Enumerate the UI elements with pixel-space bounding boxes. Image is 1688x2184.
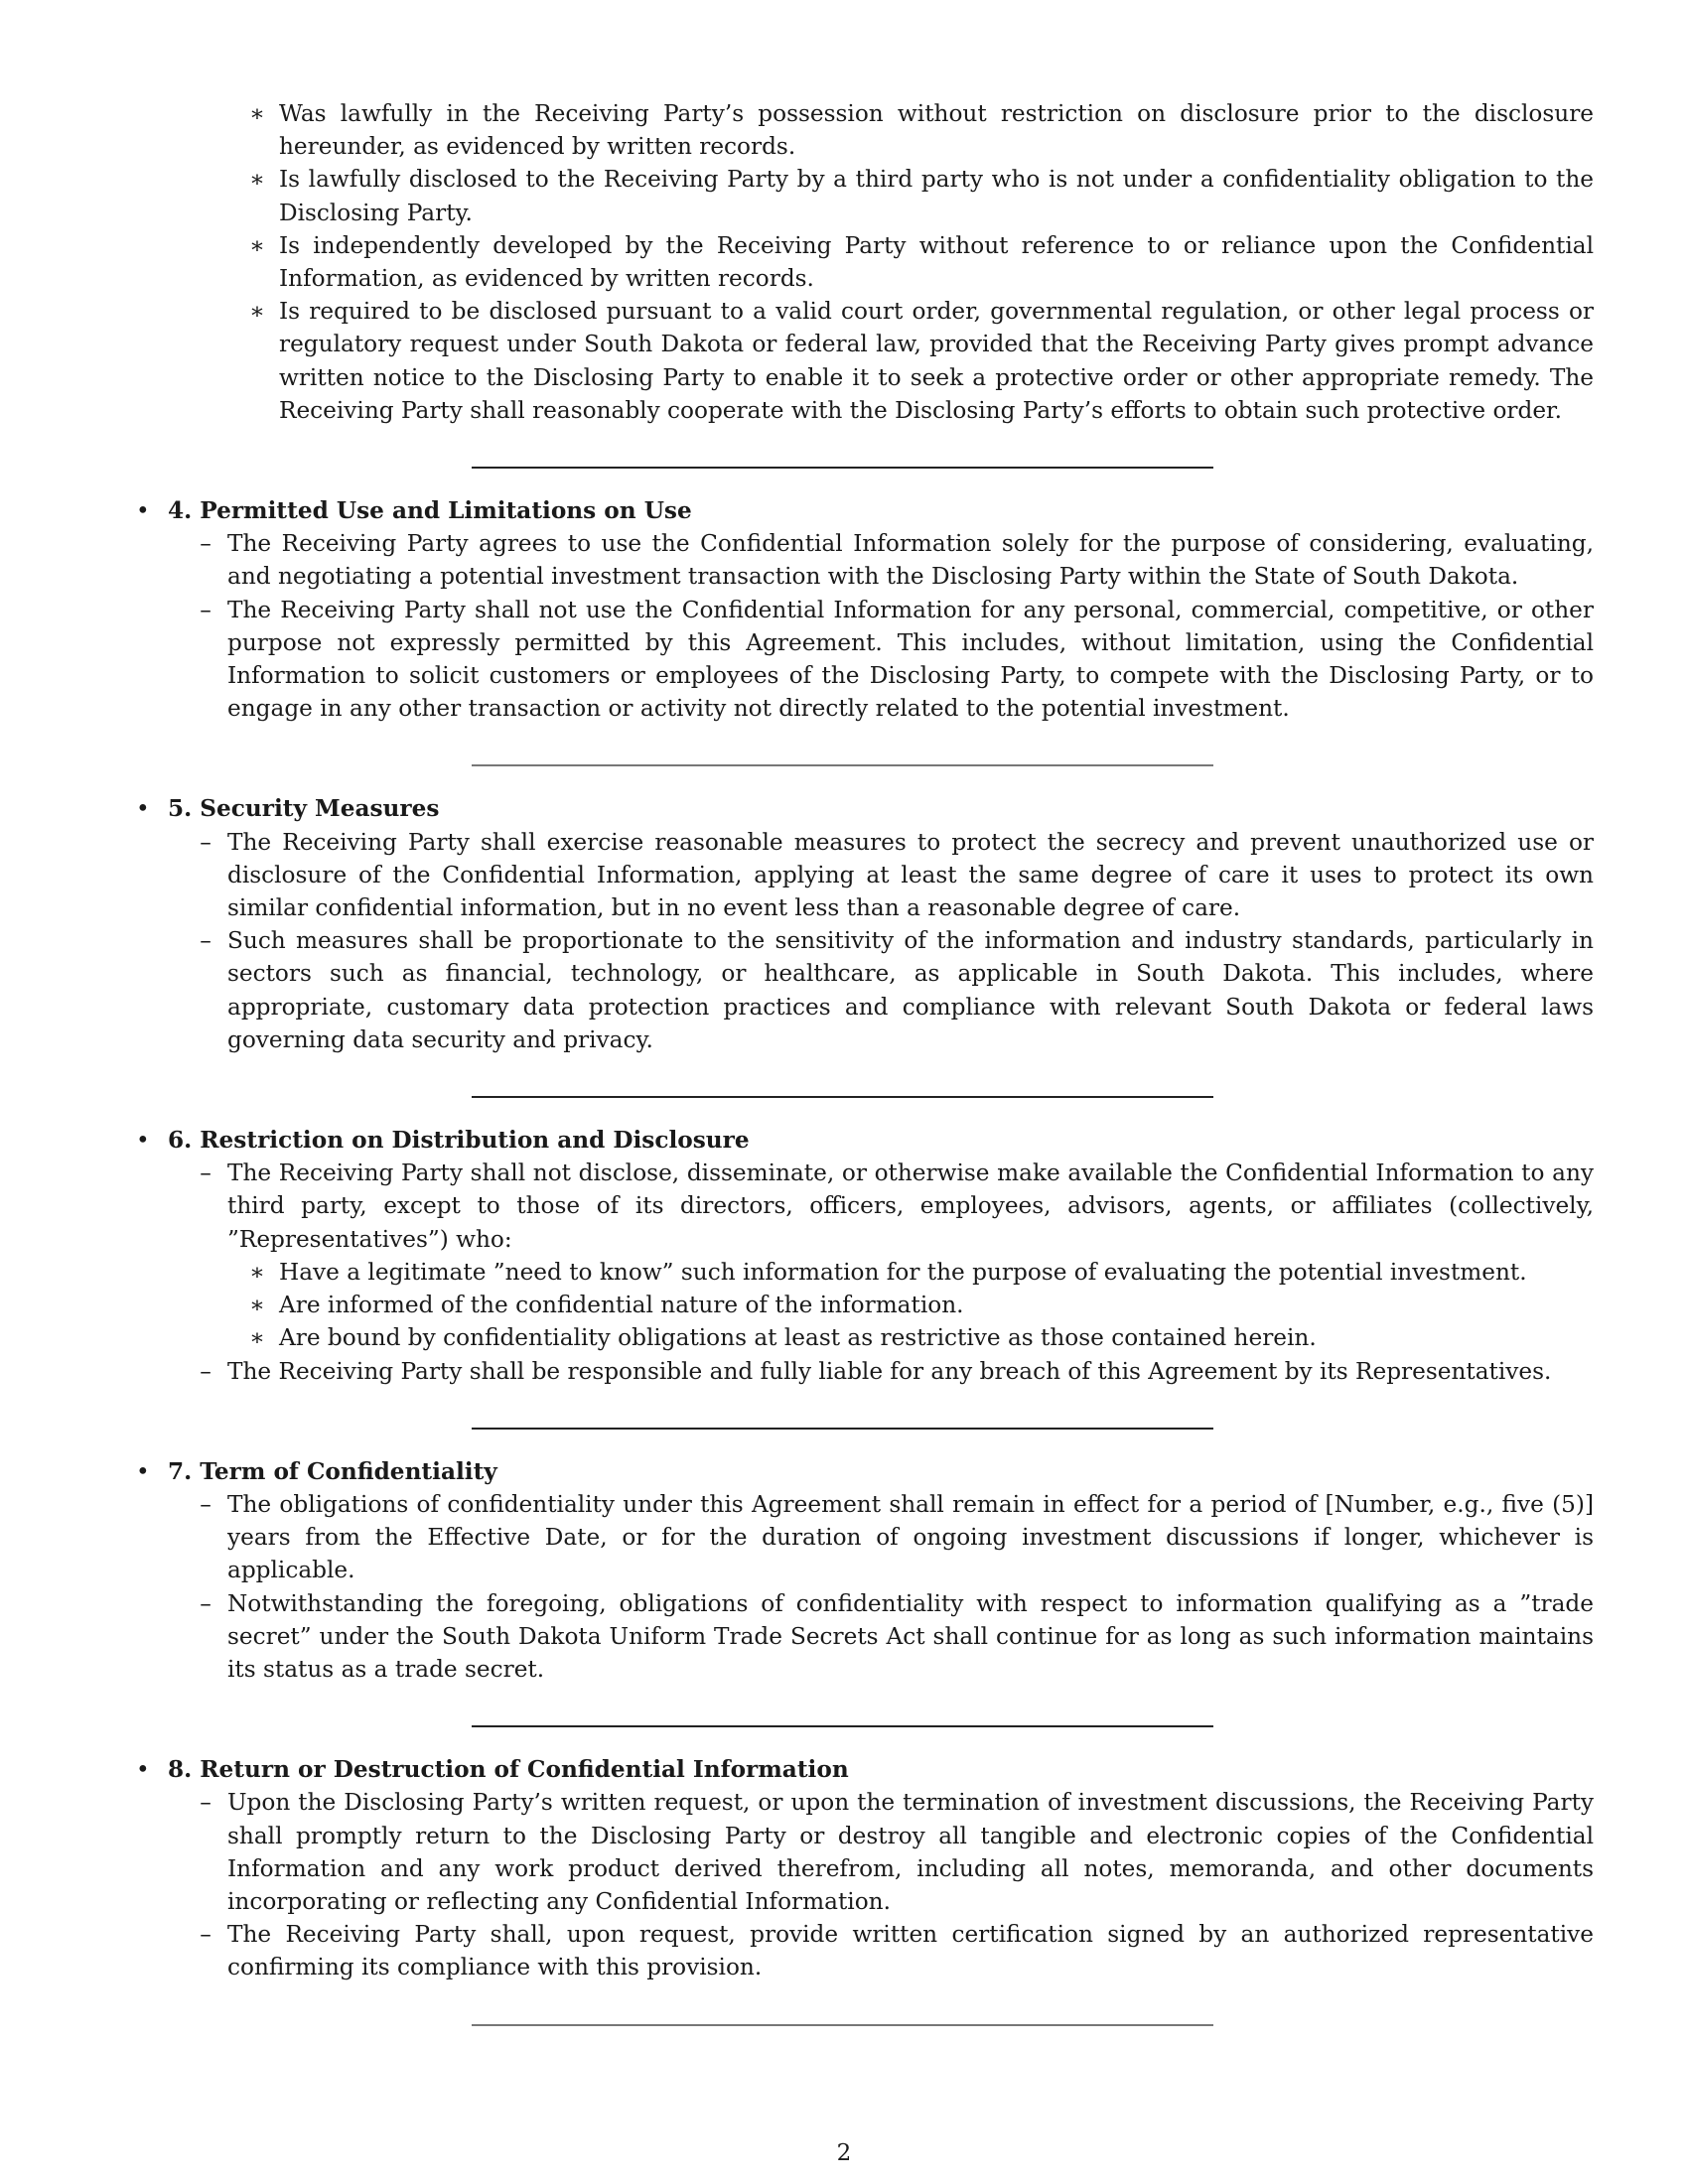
list-item: [134, 1355, 1594, 1388]
dash-bullet-icon: –: [200, 530, 211, 558]
section-items: [134, 527, 1594, 725]
dash-bullet-icon: –: [200, 1490, 211, 1518]
list-item: [134, 527, 1594, 593]
bullet-icon: •: [136, 1127, 150, 1155]
list-item: [134, 826, 1594, 925]
section-title: 8. Return or Destruction of Confidential Information: [168, 1756, 849, 1784]
dash-bullet-icon: –: [200, 1357, 211, 1385]
list-item-text: The Receiving Party shall not use the Confidential Information for any personal, commercial, competitive, or other purpose not expressly permitted by this Agreement. This includes, without limitation, using the Confidential Information to solicit customers or employees of the Disclosing Party, to compete with the Disclosing Party, or to engage in any other transaction or activity not directly related to the potential investment.: [227, 596, 1594, 723]
asterisk-bullet-icon: ∗: [249, 1324, 265, 1352]
section-items: [134, 1355, 1594, 1388]
section-restriction-on-distribution: [134, 1124, 1594, 1388]
dash-bullet-icon: –: [200, 927, 211, 955]
section-items: [134, 826, 1594, 1056]
section-permitted-use: [134, 494, 1594, 725]
section-term-of-confidentiality: [134, 1455, 1594, 1686]
dash-bullet-icon: –: [200, 1160, 211, 1187]
list-item-text: The Receiving Party shall not disclose, disseminate, or otherwise make available the Confidential Information to any third party, except to those of its directors, officers, employees, advisors, agents, or affiliates (collectively, ”Representatives”) who:: [227, 1160, 1594, 1253]
section-heading: [134, 1124, 1594, 1157]
list-item: [134, 163, 1594, 228]
section-divider: [472, 764, 1213, 766]
list-item: [134, 229, 1594, 295]
dash-bullet-icon: –: [200, 1921, 211, 1949]
dash-bullet-icon: –: [200, 596, 211, 623]
list-item-text: The Receiving Party shall be responsible and fully liable for any breach of this Agreement by its Representatives.: [227, 1357, 1552, 1385]
bullet-icon: •: [136, 1756, 150, 1784]
asterisk-bullet-icon: ∗: [249, 1292, 265, 1319]
list-item: [134, 1587, 1594, 1687]
list-item: [134, 1256, 1594, 1289]
section-items: [134, 1488, 1594, 1686]
list-item-text: Upon the Disclosing Party’s written request, or upon the termination of investment discussions, the Receiving Party shall promptly return to the Disclosing Party or destroy all tangible and electronic copies of the Confidential Information and any work product derived therefrom, including all notes, memoranda, and other documents incorporating or reflecting any Confidential Information.: [227, 1789, 1594, 1915]
bullet-icon: •: [136, 1457, 150, 1485]
list-item-text: The Receiving Party agrees to use the Confidential Information solely for the purpose of considering, evaluating, and negotiating a potential investment transaction with the Disclosing Party within the State of South Dakota.: [227, 530, 1594, 591]
section-heading: [134, 1455, 1594, 1488]
list-item: [134, 594, 1594, 726]
list-item: [134, 1488, 1594, 1587]
list-item-text: Are bound by confidentiality obligations at least as restrictive as those contained herein.: [279, 1324, 1317, 1352]
asterisk-bullet-icon: ∗: [249, 298, 265, 326]
section-items: [134, 1157, 1594, 1256]
section-security-measures: [134, 792, 1594, 1056]
dash-bullet-icon: –: [200, 1789, 211, 1817]
list-item-text: The obligations of confidentiality under this Agreement shall remain in effect for a period of [Number, e.g., five (5)] years from the Effective Date, or for the duration of ongoing investment discussions if longer, whichever is applicable.: [227, 1490, 1594, 1584]
list-item-text: The Receiving Party shall, upon request, provide written certification signed by an authorized representative confirming its compliance with this provision.: [227, 1921, 1594, 1981]
page-number: 2: [836, 2140, 852, 2166]
section-title: 4. Permitted Use and Limitations on Use: [168, 497, 692, 525]
section-divider: [472, 1725, 1213, 1727]
list-item: [134, 1918, 1594, 1983]
dash-bullet-icon: –: [200, 828, 211, 856]
list-item: [134, 1321, 1594, 1354]
list-item-text: Is required to be disclosed pursuant to a valid court order, governmental regulation, or other legal process or regulatory request under South Dakota or federal law, provided that the Receiving Party gives prompt advance written notice to the Disclosing Party to enable it to seek a protective order or other appropriate remedy. The Receiving Party shall reasonably cooperate with the Disclosing Party’s efforts to obtain such protective order.: [279, 298, 1594, 424]
bullet-icon: •: [136, 497, 150, 525]
section-divider: [472, 1428, 1213, 1430]
section-return-or-destruction: [134, 1753, 1594, 1983]
asterisk-bullet-icon: ∗: [249, 1258, 265, 1286]
asterisk-bullet-icon: ∗: [249, 166, 265, 194]
asterisk-bullet-icon: ∗: [249, 100, 265, 127]
section-divider: [472, 467, 1213, 469]
representatives-criteria-list: [134, 1256, 1594, 1355]
section-title: 6. Restriction on Distribution and Disclosure: [168, 1127, 750, 1155]
list-item: [134, 924, 1594, 1056]
list-item: [134, 1786, 1594, 1918]
section-divider: [472, 1096, 1213, 1098]
dash-bullet-icon: –: [200, 1589, 211, 1617]
section-items: [134, 1786, 1594, 1983]
list-item: [134, 97, 1594, 163]
list-item-text: Are informed of the confidential nature of the information.: [279, 1292, 964, 1319]
asterisk-bullet-icon: ∗: [249, 231, 265, 259]
document-body: [134, 97, 1594, 2052]
list-item-text: Notwithstanding the foregoing, obligations of confidentiality with respect to information qualifying as a ”trade secret” under the South Dakota Uniform Trade Secrets Act shall continue for as long as such information maintains its status as a trade secret.: [227, 1589, 1594, 1683]
section-title: 5. Security Measures: [168, 795, 440, 823]
list-item-text: Such measures shall be proportionate to the sensitivity of the information and industry standards, particularly in sectors such as financial, technology, or healthcare, as applicable in South Dakota. This includes, where appropriate, customary data protection practices and compliance with relevant South Dakota or federal laws governing data security and privacy.: [227, 927, 1594, 1053]
section-divider: [472, 2024, 1213, 2026]
list-item-text: Is lawfully disclosed to the Receiving Party by a third party who is not under a confidentiality obligation to the Disclosing Party.: [279, 166, 1594, 226]
section-title: 7. Term of Confidentiality: [168, 1457, 497, 1485]
list-item-text: Have a legitimate ”need to know” such information for the purpose of evaluating the potential investment.: [279, 1258, 1527, 1286]
list-item: [134, 1289, 1594, 1321]
section-heading: [134, 792, 1594, 825]
section-heading: [134, 494, 1594, 527]
bullet-icon: •: [136, 795, 150, 823]
section-heading: [134, 1753, 1594, 1786]
list-item-text: Is independently developed by the Receiving Party without reference to or reliance upon the Confidential Information, as evidenced by written records.: [279, 231, 1594, 293]
list-item: [134, 295, 1594, 427]
list-item: [134, 1157, 1594, 1256]
exclusions-list: [134, 97, 1594, 427]
list-item-text: The Receiving Party shall exercise reasonable measures to protect the secrecy and prevent unauthorized use or disclosure of the Confidential Information, applying at least the same degree of care it uses to protect its own similar confidential information, but in no event less than a reasonable degree of care.: [227, 828, 1594, 922]
list-item-text: Was lawfully in the Receiving Party’s possession without restriction on disclosure prior to the disclosure hereunder, as evidenced by written records.: [279, 100, 1594, 161]
